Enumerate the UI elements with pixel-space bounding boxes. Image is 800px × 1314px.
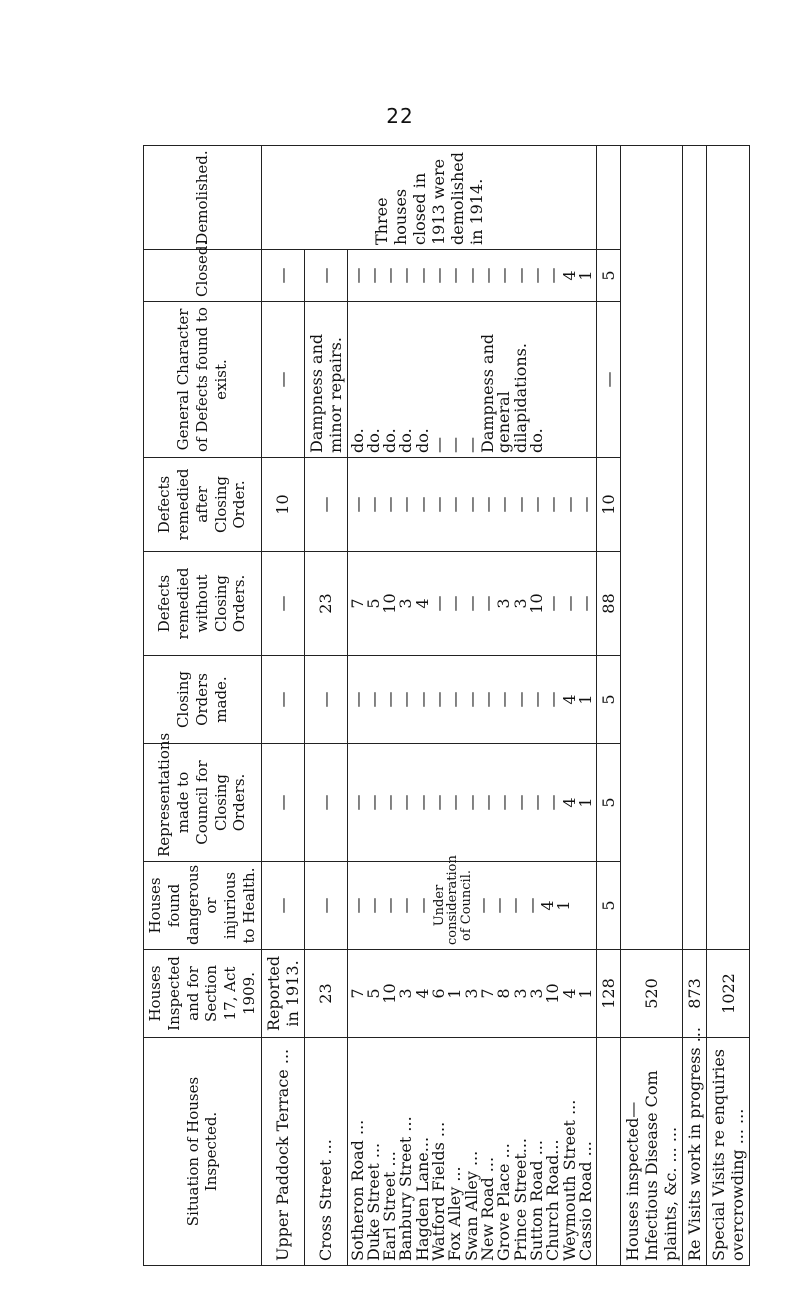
cell-without: —: [261, 552, 304, 656]
list-item: do.: [363, 428, 383, 453]
cell-extra-value: 873: [683, 950, 707, 1038]
list-item: —: [445, 437, 465, 453]
list-item: —: [445, 691, 465, 708]
cell-totals-dangerous: 5: [597, 862, 621, 950]
list-item: 4: [559, 270, 579, 281]
cell-extra-empty: [683, 146, 707, 950]
cell-after: —: [304, 458, 347, 552]
list-item: do.: [526, 428, 546, 453]
cell-totals-label: [597, 1038, 621, 1266]
list-item: —: [412, 691, 432, 708]
list-item: —: [461, 595, 481, 612]
cell-extra-label: Special Visits re enquiries overcrowding ... ...: [707, 1038, 750, 1266]
list-item: —: [461, 267, 481, 284]
list-item: do.: [412, 428, 432, 453]
totals-row: [597, 146, 621, 1266]
cell-situation: Cross Street ...: [304, 1038, 347, 1266]
list-item: do.: [347, 428, 367, 453]
list-item: 4: [412, 598, 432, 609]
list-item: —: [559, 496, 579, 513]
rotated-table-container: [143, 146, 748, 1266]
list-item: —: [575, 496, 595, 513]
list-item: —: [363, 496, 383, 513]
list-item: —: [461, 794, 481, 811]
list-item: —: [363, 691, 383, 708]
list-item: —: [510, 794, 530, 811]
list-item: —: [478, 595, 497, 612]
list-item: Grove Place ...: [494, 1143, 514, 1261]
cell-representations: —: [304, 744, 347, 862]
list-item: 1: [575, 270, 595, 281]
list-item: do.: [380, 428, 400, 453]
list-item: —: [461, 437, 481, 453]
list-item: Prince Street...: [510, 1137, 530, 1261]
cell-extra-label: Re Visits work in progress ...: [683, 1038, 707, 1266]
inspection-table: [143, 145, 750, 1266]
cell-closing: —: [261, 656, 304, 744]
list-item: —: [461, 691, 481, 708]
cell-totals-closing: 5: [597, 656, 621, 744]
list-item: —: [363, 794, 383, 811]
cell-extra-value: 520: [621, 950, 683, 1038]
list-item: Fox Alley ...: [445, 1166, 465, 1261]
header-character: General Character of Defects found to exist.: [144, 302, 262, 458]
list-item: —: [543, 595, 563, 612]
list-item: Hagden Lane...: [412, 1136, 432, 1261]
list-item: —: [575, 595, 595, 612]
header-dangerous: Houses found dangerous or injurious to Health.: [144, 862, 262, 950]
list-item: 3: [510, 988, 530, 999]
list-item: —: [380, 267, 400, 284]
list-item: —: [510, 496, 530, 513]
cell-totals-demolished: [597, 146, 621, 250]
list-item: —: [363, 897, 383, 914]
list-item: —: [489, 897, 509, 914]
cell-representations: —: [261, 744, 304, 862]
header-closing-orders: Closing Orders made.: [144, 656, 262, 744]
list-item: —: [472, 897, 492, 914]
table-row: [261, 146, 304, 1266]
list-item: —: [526, 496, 546, 513]
list-item: —: [396, 691, 416, 708]
cell-inspected-group: [347, 950, 597, 1038]
list-item: —: [445, 267, 465, 284]
cell-dangerous: —: [261, 862, 304, 950]
list-item: —: [505, 897, 525, 914]
cell-closing-group: [347, 656, 597, 744]
list-item: Banbury Street ...: [396, 1116, 416, 1261]
list-item: —: [396, 794, 416, 811]
list-item: 3: [494, 598, 514, 609]
list-item: —: [526, 691, 546, 708]
list-item: —: [543, 691, 563, 708]
list-item: —: [429, 496, 449, 513]
header-defects-after: Defects remedied after Closing Order.: [144, 458, 262, 552]
list-item: —: [429, 794, 449, 811]
list-item: 3: [396, 598, 416, 609]
header-demolished: Demolished.: [144, 146, 262, 250]
list-item: —: [494, 691, 514, 708]
list-item: 4: [559, 694, 579, 705]
cell-inspected: Reported in 1913.: [261, 950, 304, 1038]
list-item: 4: [559, 988, 579, 999]
list-item: —: [347, 794, 367, 811]
list-item: Cassio Road ...: [575, 1141, 595, 1261]
cell-after-group: [347, 458, 597, 552]
list-item: —: [412, 496, 432, 513]
list-item: —: [494, 794, 514, 811]
cell-dangerous-group: [347, 855, 597, 950]
list-item: —: [412, 794, 432, 811]
cell-without: 23: [304, 552, 347, 656]
list-item: 4: [412, 988, 432, 999]
list-item: 10: [380, 593, 400, 614]
cell-extra-value: 1022: [707, 950, 750, 1038]
list-item: —: [412, 897, 432, 914]
cell-demolished-note: Three houses closed in 1913 were demolished in 1914.: [261, 146, 597, 250]
list-item: 1: [445, 988, 465, 999]
list-item: —: [445, 794, 465, 811]
list-item: 1: [575, 694, 595, 705]
list-item: Dampness and general dilapidations.: [478, 333, 530, 453]
list-item: —: [412, 267, 432, 284]
list-item: 10: [543, 983, 563, 1004]
header-situation: Situation of Houses Inspected.: [144, 1038, 262, 1266]
list-item: —: [445, 595, 465, 612]
cell-character: —: [261, 302, 304, 458]
table-row-group: [347, 146, 597, 1266]
list-item: New Road ...: [478, 1156, 497, 1261]
list-item: —: [396, 267, 416, 284]
list-item: 3: [396, 988, 416, 999]
table-row: [304, 146, 347, 1266]
list-item: —: [494, 267, 514, 284]
list-item: 7: [478, 988, 497, 999]
header-inspected: Houses Inspected and for Section 17, Act 1909.: [144, 950, 262, 1038]
list-item: —: [347, 496, 367, 513]
list-item: —: [380, 496, 400, 513]
cell-totals-closed: 5: [597, 250, 621, 302]
cell-situation-group: [347, 1038, 597, 1266]
list-item: —: [559, 595, 579, 612]
cell-representations-group: [347, 744, 597, 862]
list-item: 4: [538, 900, 558, 911]
list-item: —: [461, 496, 481, 513]
list-item: —: [543, 496, 563, 513]
cell-after: 10: [261, 458, 304, 552]
page-number: 22: [386, 104, 414, 128]
list-item: —: [380, 897, 400, 914]
extra-row: [621, 146, 683, 1266]
list-item: —: [478, 267, 497, 284]
list-item: —: [363, 267, 383, 284]
list-item: —: [396, 496, 416, 513]
cell-closed: —: [304, 250, 347, 302]
cell-extra-label: Houses inspected— Infectious Disease Com plaints, &c. ... ...: [621, 1038, 683, 1266]
list-item: Swan Alley ...: [461, 1150, 481, 1261]
under-consideration-note: Under consideration of Council.: [432, 855, 474, 945]
cell-totals-without: 88: [597, 552, 621, 656]
list-item: Duke Street ...: [363, 1142, 383, 1261]
list-item: —: [429, 267, 449, 284]
list-item: —: [445, 496, 465, 513]
list-item: —: [429, 595, 449, 612]
cell-inspected: 23: [304, 950, 347, 1038]
list-item: 7: [347, 598, 367, 609]
list-item: —: [510, 267, 530, 284]
cell-closed: —: [261, 250, 304, 302]
list-item: —: [396, 897, 416, 914]
list-item: Sotheron Road ...: [347, 1119, 367, 1261]
list-item: —: [429, 437, 449, 453]
list-item: —: [543, 794, 563, 811]
list-item: —: [494, 496, 514, 513]
list-item: 1: [575, 797, 595, 808]
extra-row: [707, 146, 750, 1266]
cell-totals-representations: 5: [597, 744, 621, 862]
list-item: —: [543, 267, 563, 284]
list-item: 4: [559, 797, 579, 808]
header-defects-without: Defects remedied without Closing Orders.: [144, 552, 262, 656]
cell-closed-group: [347, 250, 597, 302]
list-item: —: [347, 897, 367, 914]
cell-situation: Upper Paddock Terrace ...: [261, 1038, 304, 1266]
cell-without-group: [347, 552, 597, 656]
list-item: 8: [494, 988, 514, 999]
list-item: do.: [396, 428, 416, 453]
list-item: —: [521, 897, 541, 914]
list-item: Church Road...: [543, 1139, 563, 1261]
list-item: 3: [510, 598, 530, 609]
list-item: 10: [380, 983, 400, 1004]
header-closed: Closed.: [144, 250, 262, 302]
cell-extra-empty: [621, 146, 683, 950]
list-item: 3: [526, 988, 546, 999]
list-item: —: [380, 691, 400, 708]
list-item: 3: [461, 988, 481, 999]
cell-closing: —: [304, 656, 347, 744]
cell-dangerous: —: [304, 862, 347, 950]
extra-row: [683, 146, 707, 1266]
list-item: 1: [575, 988, 595, 999]
cell-character: Dampness and minor repairs.: [304, 302, 347, 458]
list-item: 6: [429, 988, 449, 999]
list-item: —: [347, 691, 367, 708]
cell-totals-character: —: [597, 302, 621, 458]
cell-totals-after: 10: [597, 458, 621, 552]
list-item: —: [526, 267, 546, 284]
list-item: —: [347, 267, 367, 284]
list-item: Earl Street ...: [380, 1151, 400, 1261]
cell-extra-empty: [707, 146, 750, 950]
list-item: 1: [554, 900, 574, 911]
list-item: Sutton Road ...: [526, 1140, 546, 1261]
list-item: —: [380, 794, 400, 811]
list-item: —: [478, 691, 497, 708]
list-item: —: [429, 691, 449, 708]
list-item: 7: [347, 988, 367, 999]
list-item: 10: [526, 593, 546, 614]
list-item: —: [510, 691, 530, 708]
list-item: Watford Fields ...: [429, 1121, 449, 1261]
list-item: 5: [363, 988, 383, 999]
header-representations: Representations made to Council for Closing Orders.: [144, 744, 262, 862]
list-item: Weymouth Street ...: [559, 1099, 579, 1261]
cell-character-group: [347, 302, 597, 458]
cell-totals-inspected: 128: [597, 950, 621, 1038]
header-row: [144, 146, 262, 1266]
list-item: 5: [363, 598, 383, 609]
list-item: —: [478, 794, 497, 811]
list-item: —: [526, 794, 546, 811]
list-item: —: [478, 496, 497, 513]
